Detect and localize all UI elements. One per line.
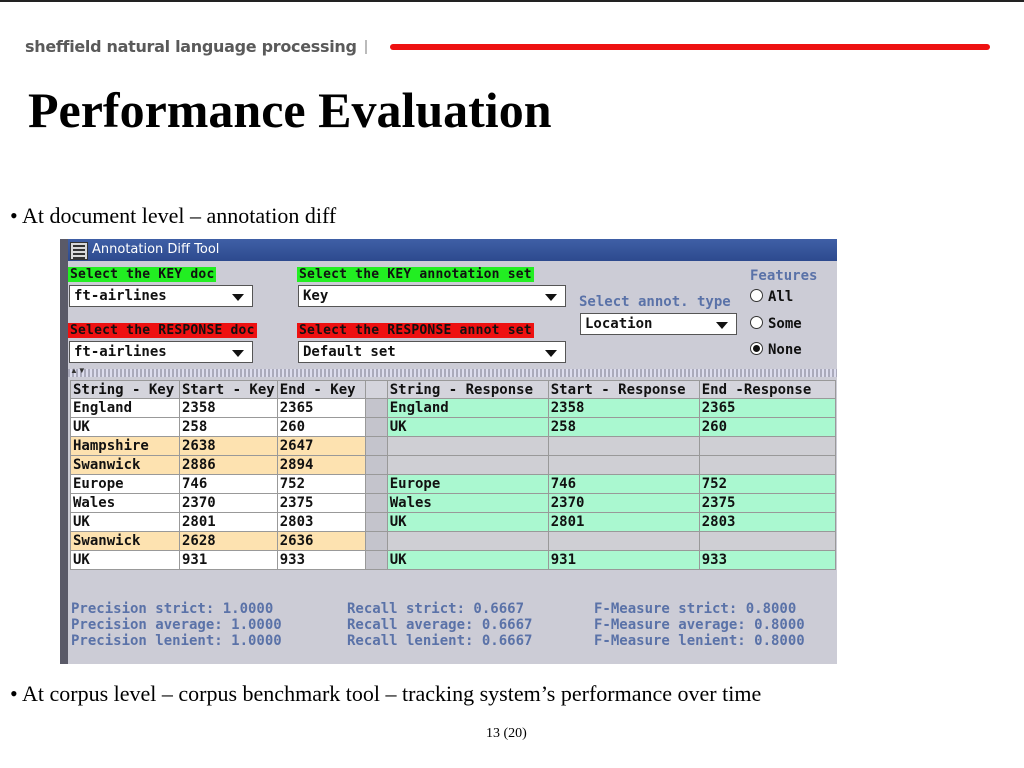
- gap-cell: [365, 456, 387, 475]
- response-cell[interactable]: 2801: [548, 513, 699, 532]
- response-cell[interactable]: [548, 456, 699, 475]
- response-cell[interactable]: [548, 437, 699, 456]
- split-pane-divider[interactable]: [68, 366, 837, 377]
- response-doc-select[interactable]: [69, 341, 253, 363]
- response-set-value: Default set: [303, 344, 396, 360]
- slide-title: Performance Evaluation: [28, 82, 552, 138]
- red-header-bar: [390, 44, 990, 50]
- key-cell[interactable]: 2365: [277, 399, 365, 418]
- key-set-select[interactable]: [298, 285, 566, 307]
- key-doc-label: Select the KEY doc: [70, 267, 215, 282]
- key-cell[interactable]: UK: [71, 551, 180, 570]
- radio-circle-icon: [750, 289, 763, 302]
- response-cell[interactable]: 2803: [699, 513, 835, 532]
- key-cell[interactable]: UK: [71, 418, 180, 437]
- radio-circle-icon: [750, 316, 763, 329]
- key-cell[interactable]: 2894: [277, 456, 365, 475]
- response-cell[interactable]: 2358: [548, 399, 699, 418]
- response-cell[interactable]: 2375: [699, 494, 835, 513]
- window-title: Annotation Diff Tool: [92, 242, 220, 257]
- key-cell[interactable]: 260: [277, 418, 365, 437]
- response-doc-label: Select the RESPONSE doc: [70, 323, 255, 338]
- key-cell[interactable]: Swanwick: [71, 532, 180, 551]
- table-row[interactable]: [71, 475, 836, 494]
- key-cell[interactable]: 746: [180, 475, 278, 494]
- column-header[interactable]: String - Response: [387, 381, 548, 399]
- response-cell[interactable]: 931: [548, 551, 699, 570]
- recall-stats: [347, 601, 532, 649]
- brand-separator: [365, 40, 367, 54]
- gap-cell: [365, 437, 387, 456]
- key-cell[interactable]: 258: [180, 418, 278, 437]
- gap-cell: [365, 532, 387, 551]
- annot-type-label: Select annot. type: [579, 294, 731, 310]
- window-menu-icon[interactable]: [70, 242, 88, 260]
- key-cell[interactable]: Hampshire: [71, 437, 180, 456]
- key-cell[interactable]: 931: [180, 551, 278, 570]
- response-cell[interactable]: Wales: [387, 494, 548, 513]
- key-cell[interactable]: 752: [277, 475, 365, 494]
- fmeasure-stats: [594, 601, 805, 649]
- fmeasure-strict: F-Measure strict: 0.8000: [594, 601, 797, 617]
- column-header[interactable]: String - Key: [71, 381, 180, 399]
- key-cell[interactable]: UK: [71, 513, 180, 532]
- column-header[interactable]: End - Key: [277, 381, 365, 399]
- key-cell[interactable]: 933: [277, 551, 365, 570]
- chevron-down-icon: [232, 294, 244, 301]
- key-cell[interactable]: 2628: [180, 532, 278, 551]
- response-cell[interactable]: UK: [387, 418, 548, 437]
- features-radio-some[interactable]: [750, 315, 802, 333]
- precision-lenient: Precision lenient: 1.0000: [71, 633, 282, 649]
- table-row[interactable]: [71, 418, 836, 437]
- brand-logo-text: sheffield natural language processing: [25, 37, 357, 56]
- diff-table: [70, 380, 836, 570]
- response-cell[interactable]: 933: [699, 551, 835, 570]
- key-doc-select[interactable]: [69, 285, 253, 307]
- gap-cell: [365, 513, 387, 532]
- key-doc-value: ft-airlines: [74, 288, 167, 304]
- expand-arrows-icon[interactable]: ▲▼: [70, 366, 86, 375]
- column-header[interactable]: End -Response: [699, 381, 835, 399]
- key-set-label: Select the KEY annotation set: [299, 267, 532, 282]
- annot-type-value: Location: [585, 316, 653, 332]
- response-doc-value: ft-airlines: [74, 344, 167, 360]
- key-cell[interactable]: 2358: [180, 399, 278, 418]
- key-cell[interactable]: 2370: [180, 494, 278, 513]
- response-cell[interactable]: Europe: [387, 475, 548, 494]
- key-cell[interactable]: 2801: [180, 513, 278, 532]
- response-cell[interactable]: [699, 532, 835, 551]
- table-row[interactable]: [71, 532, 836, 551]
- precision-stats: [71, 601, 282, 649]
- response-cell[interactable]: [548, 532, 699, 551]
- features-all-label: All: [768, 289, 794, 305]
- key-cell[interactable]: Wales: [71, 494, 180, 513]
- response-cell[interactable]: [387, 532, 548, 551]
- key-cell[interactable]: 2638: [180, 437, 278, 456]
- chevron-down-icon: [232, 350, 244, 357]
- chevron-down-icon: [545, 294, 557, 301]
- column-header[interactable]: Start - Response: [548, 381, 699, 399]
- annotation-diff-window: [60, 239, 837, 664]
- key-cell[interactable]: 2647: [277, 437, 365, 456]
- key-cell[interactable]: 2636: [277, 532, 365, 551]
- key-set-value: Key: [303, 288, 329, 304]
- response-cell[interactable]: 260: [699, 418, 835, 437]
- bullet-corpus-level: • At corpus level – corpus benchmark tool – tracking system’s performance over time: [10, 681, 762, 706]
- column-header[interactable]: [365, 381, 387, 399]
- recall-lenient: Recall lenient: 0.6667: [347, 633, 533, 649]
- response-cell[interactable]: UK: [387, 513, 548, 532]
- table-header-row: [71, 381, 836, 399]
- table-row[interactable]: [71, 437, 836, 456]
- gap-cell: [365, 475, 387, 494]
- response-cell[interactable]: [387, 437, 548, 456]
- key-cell[interactable]: 2803: [277, 513, 365, 532]
- response-cell[interactable]: 746: [548, 475, 699, 494]
- fmeasure-lenient: F-Measure lenient: 0.8000: [594, 633, 805, 649]
- response-cell[interactable]: 258: [548, 418, 699, 437]
- table-row[interactable]: [71, 399, 836, 418]
- response-cell[interactable]: 752: [699, 475, 835, 494]
- features-radio-all[interactable]: [750, 288, 793, 306]
- column-header[interactable]: Start - Key: [180, 381, 278, 399]
- response-cell[interactable]: [387, 456, 548, 475]
- response-cell[interactable]: 2370: [548, 494, 699, 513]
- annot-type-select[interactable]: [580, 313, 737, 335]
- top-border-line: [0, 0, 1024, 2]
- table-row[interactable]: [71, 494, 836, 513]
- gap-cell: [365, 551, 387, 570]
- table-row[interactable]: [71, 513, 836, 532]
- gap-cell: [365, 494, 387, 513]
- features-radio-none[interactable]: [750, 341, 802, 359]
- features-none-label: None: [768, 342, 802, 358]
- radio-selected-icon: [750, 342, 763, 355]
- key-cell[interactable]: 2375: [277, 494, 365, 513]
- response-set-select[interactable]: [298, 341, 566, 363]
- response-cell[interactable]: 2365: [699, 399, 835, 418]
- response-cell[interactable]: UK: [387, 551, 548, 570]
- precision-strict: Precision strict: 1.0000: [71, 601, 274, 617]
- gap-cell: [365, 418, 387, 437]
- response-set-label: Select the RESPONSE annot set: [299, 323, 532, 338]
- window-left-edge: [60, 239, 68, 664]
- response-cell[interactable]: [699, 437, 835, 456]
- key-cell[interactable]: Europe: [71, 475, 180, 494]
- key-cell[interactable]: 2886: [180, 456, 278, 475]
- chevron-down-icon: [716, 322, 728, 329]
- fmeasure-average: F-Measure average: 0.8000: [594, 617, 805, 633]
- features-label: Features: [750, 268, 818, 284]
- response-cell[interactable]: [699, 456, 835, 475]
- recall-average: Recall average: 0.6667: [347, 617, 533, 633]
- chevron-down-icon: [545, 350, 557, 357]
- gap-cell: [365, 399, 387, 418]
- page-number: 13 (20): [486, 726, 527, 741]
- key-cell[interactable]: Swanwick: [71, 456, 180, 475]
- table-row[interactable]: [71, 551, 836, 570]
- response-cell[interactable]: England: [387, 399, 548, 418]
- features-some-label: Some: [768, 316, 802, 332]
- bullet-document-level: • At document level – annotation diff: [10, 203, 337, 228]
- window-titlebar[interactable]: [68, 239, 837, 261]
- recall-strict: Recall strict: 0.6667: [347, 601, 525, 617]
- key-cell[interactable]: England: [71, 399, 180, 418]
- table-row[interactable]: [71, 456, 836, 475]
- precision-average: Precision average: 1.0000: [71, 617, 282, 633]
